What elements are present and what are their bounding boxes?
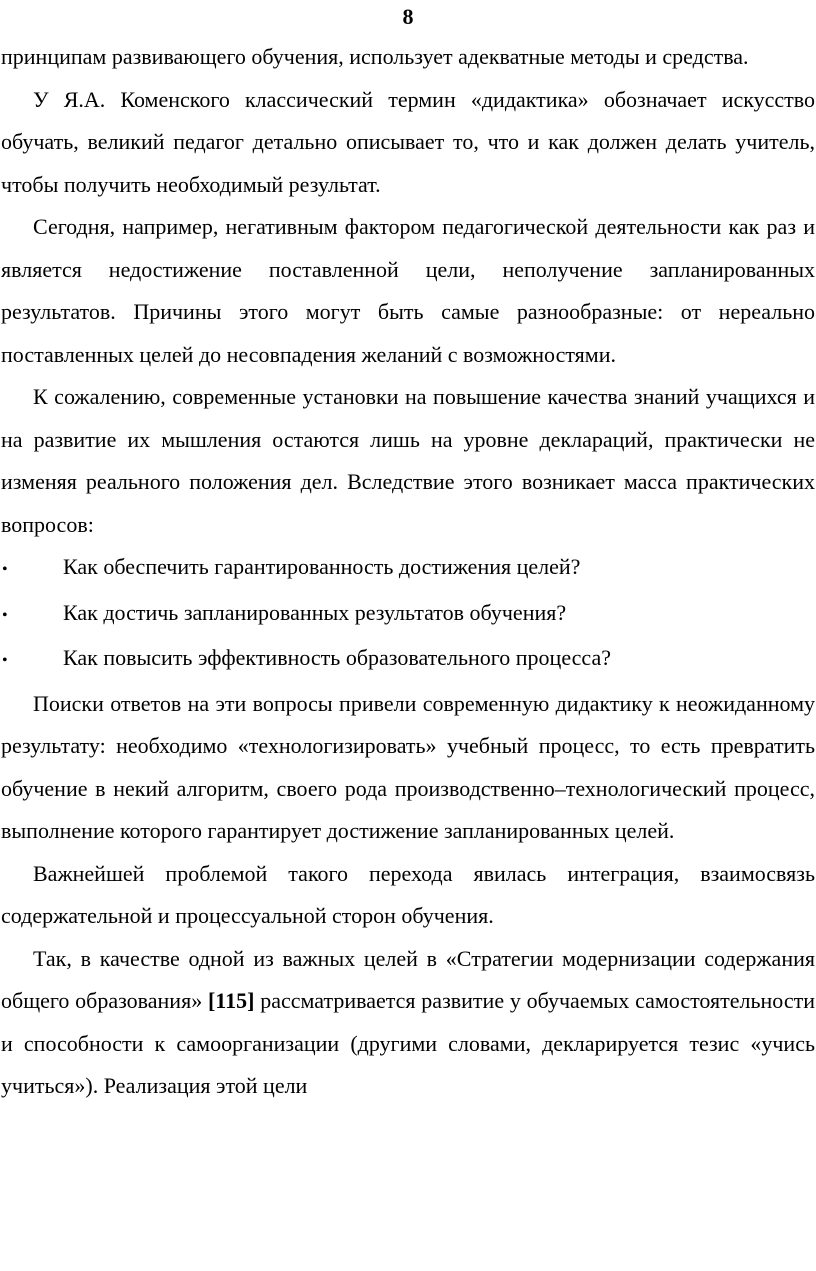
bullet-icon: • <box>2 606 8 624</box>
list-item-text: Как достичь запланированных результатов обучения? <box>63 599 567 625</box>
body-text <box>1 36 815 1108</box>
list-item <box>1 637 815 683</box>
list-item-text: Как обеспечить гарантированность достижения целей? <box>63 554 581 579</box>
list-item-text: Как повысить эффективность образовательного процесса? <box>63 645 611 670</box>
bullet-icon: • <box>2 652 8 669</box>
page-number: 8 <box>402 4 414 29</box>
paragraph-5: Поиски ответов на эти вопросы привели современную дидактику к неожиданному результату: необходимо «технологизировать» учебный процесс, то есть превратить обучение в некий алгоритм, своего рода производственно–технологический процесс, выполнение которого гарантирует достижение запланированных целей. <box>1 690 815 843</box>
list-item <box>1 592 815 638</box>
paragraph-7-end: рассматривается развитие у обучаемых самостоятельности и способности к самоорганизации (другими словами, декларируется тезис «учись учиться»). Реализация этой цели <box>1 988 815 1098</box>
question-list <box>1 546 815 683</box>
reference-115: [115] <box>207 988 255 1013</box>
paragraph-1: принципам развивающего обучения, использует адекватные методы и средства. <box>1 44 749 69</box>
paragraph-3: Сегодня, например, негативным фактором педагогической деятельности как раз и является недостижение поставленной цели, неполучение запланированных результатов. Причины этого могут быть самые разнообразные: от нереально поставленных целей до несовпадения желаний с возможностями. <box>1 214 815 367</box>
list-item <box>1 546 815 592</box>
paragraph-6: Важнейшей проблемой такого перехода явилась интеграция, взаимосвязь содержательной и процессуальной сторон обучения. <box>1 860 815 928</box>
paragraph-2: У Я.А. Коменского классический термин «дидактика» обозначает искусство обучать, великий педагог детально описывает то, что и как должен делать учитель, чтобы получить необходимый результат. <box>1 86 815 197</box>
paragraph-7-start: Так, в качестве одной из важных целей в «Стратегии модернизации содержания общего образования» <box>1 945 815 1013</box>
paragraph-7 <box>1 938 815 1108</box>
bullet-icon: • <box>2 561 8 578</box>
paragraph-4: К сожалению, современные установки на повышение качества знаний учащихся и на развитие их мышления остаются лишь на уровне деклараций, практически не изменяя реального положения дел. Вследствие этого возникает масса практических вопросов: <box>1 384 815 537</box>
